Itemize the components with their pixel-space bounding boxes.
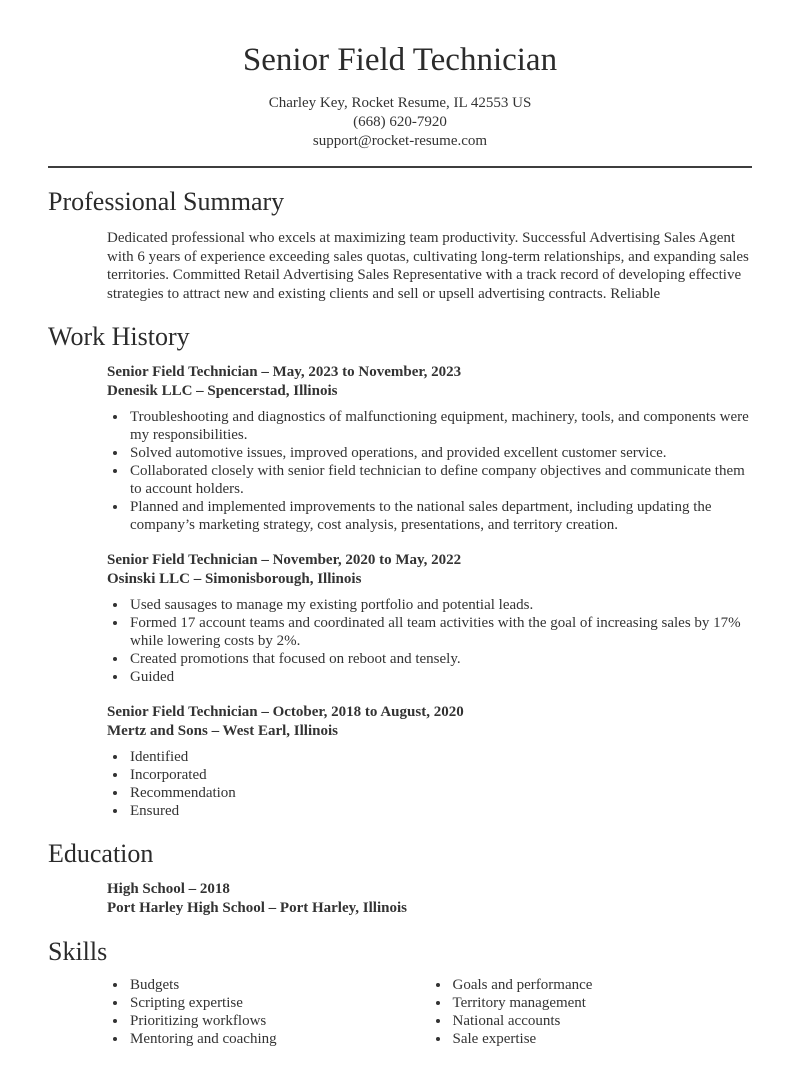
job-title-line: Senior Field Technician – May, 2023 to November, 2023 [107, 364, 462, 380]
bullet-item: • Identified [128, 748, 752, 766]
contact-block [48, 94, 752, 151]
bullet-item: • Guided [128, 668, 752, 686]
job-entry [107, 363, 752, 534]
job-company-line: Osinski LLC – Simonisborough, Illinois [107, 571, 362, 587]
education-school-line: Port Harley High School – Port Harley, Illinois [107, 900, 407, 916]
job-title-line: Senior Field Technician – October, 2018 to August, 2020 [107, 704, 464, 720]
education-degree-line: High School – 2018 [107, 881, 230, 897]
section-heading-professional-summary: Professional Summary [48, 187, 285, 216]
bullet-item: • Recommendation [128, 784, 752, 802]
skill-item: • Goals and performance [451, 976, 753, 994]
education-entry [107, 880, 752, 918]
skill-item: • Mentoring and coaching [128, 1030, 430, 1048]
bullet-item: • Used sausages to manage my existing portfolio and potential leads. [128, 596, 752, 614]
contact-line: Charley Key, Rocket Resume, IL 42553 US [268, 95, 532, 111]
phone-number: (668) 620-7920 [353, 114, 447, 130]
job-entry [107, 551, 752, 686]
skill-item: • Sale expertise [451, 1030, 753, 1048]
bullet-item: • Planned and implemented improvements to the national sales department, including updating the company’s marketing strategy, cost analysis, presentations, and territory creation. [128, 498, 752, 534]
bullet-item: • Ensured [128, 802, 752, 820]
job-bullet-list [107, 408, 752, 534]
skills-columns [107, 976, 752, 1048]
section-heading-education: Education [48, 839, 154, 868]
bullet-item: • Collaborated closely with senior field technician to define company objectives and communicate them to account holders. [128, 462, 752, 498]
header-divider [48, 166, 752, 168]
resume-title: Senior Field Technician [242, 42, 558, 78]
job-entry [107, 703, 752, 820]
skill-item: • Budgets [128, 976, 430, 994]
bullet-item: • Incorporated [128, 766, 752, 784]
skill-item: • Prioritizing workflows [128, 1012, 430, 1030]
section-education [48, 840, 752, 918]
job-company-line: Mertz and Sons – West Earl, Illinois [107, 723, 338, 739]
section-work-history [48, 323, 752, 820]
section-heading-work-history: Work History [48, 322, 190, 351]
bullet-item: • Created promotions that focused on reboot and tensely. [128, 650, 752, 668]
job-title-line: Senior Field Technician – November, 2020 to May, 2022 [107, 552, 462, 568]
skills-right-column [430, 976, 753, 1048]
section-skills [48, 938, 752, 1048]
bullet-item: • Formed 17 account teams and coordinated all team activities with the goal of increasing sales by 17% while lowering costs by 2%. [128, 614, 752, 650]
skills-left-column [107, 976, 430, 1048]
bullet-item: • Troubleshooting and diagnostics of malfunctioning equipment, machinery, tools, and components were my responsibilities. [128, 408, 752, 444]
job-bullet-list [107, 748, 752, 820]
bullet-item: • Solved automotive issues, improved operations, and provided excellent customer service. [128, 444, 752, 462]
skill-item: • Scripting expertise [128, 994, 430, 1012]
section-heading-skills: Skills [48, 937, 108, 966]
job-company-line: Denesik LLC – Spencerstad, Illinois [107, 383, 338, 399]
summary-text: Dedicated professional who excels at maximizing team productivity. Successful Advertising Sales Agent with 6 years of experience exceeding sales quotas, cultivating long-term relationships, and expanding sales territories. Committed Retail Advertising Sales Representative with a track record of developing effective strategies to attract new and existing clients and sell or upsell advertising contracts. Reliable [107, 230, 749, 302]
job-bullet-list [107, 596, 752, 686]
skill-item: • National accounts [451, 1012, 753, 1030]
skill-item: • Territory management [451, 994, 753, 1012]
email-address: support@rocket-resume.com [312, 133, 488, 149]
section-professional-summary [48, 188, 752, 303]
